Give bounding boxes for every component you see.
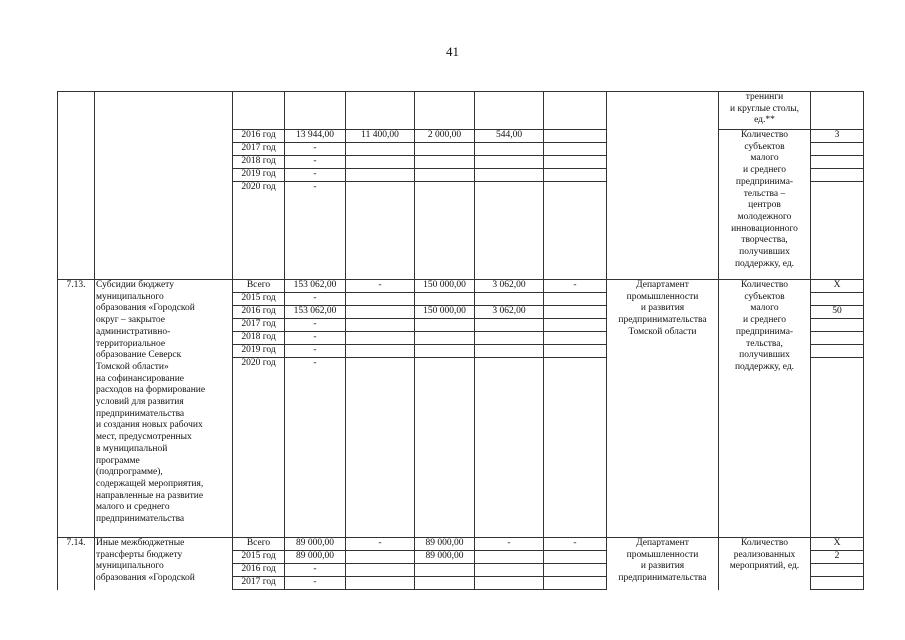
amount-cell xyxy=(544,169,607,182)
amount-cell xyxy=(475,332,544,345)
year-cell: 2017 год xyxy=(233,577,285,590)
item-name: Иные межбюджетные трансферты бюджету муниципального образования «Городской xyxy=(95,538,233,590)
total-cell: 153 062,00 xyxy=(285,306,346,319)
indicator-cell: Количество субъектов малого и среднего предпринима- тельства – центров молодежного инновационного творчества, получивших поддержку, ед. xyxy=(719,130,811,280)
amount-cell: 150 000,00 xyxy=(415,306,475,319)
total-cell: - xyxy=(285,182,346,280)
amount-cell xyxy=(544,358,607,538)
amount-cell: - xyxy=(346,538,415,551)
total-cell: - xyxy=(285,319,346,332)
year-cell: Всего xyxy=(233,280,285,293)
amount-cell xyxy=(415,564,475,577)
year-cell: 2017 год xyxy=(233,143,285,156)
item-number: 7.13. xyxy=(58,280,95,538)
amount-cell xyxy=(346,182,415,280)
year-cell: Всего xyxy=(233,538,285,551)
indicator-cell: Количество субъектов малого и среднего предпринима- тельства, получивших поддержку, ед. xyxy=(719,280,811,538)
value-cell xyxy=(811,564,864,577)
amount-cell xyxy=(544,332,607,345)
indicator-cell: тренинги и круглые столы, ед.** xyxy=(719,92,811,130)
amount-cell xyxy=(475,319,544,332)
amount-cell xyxy=(415,358,475,538)
value-cell xyxy=(811,345,864,358)
amount-cell: 89 000,00 xyxy=(415,538,475,551)
amount-cell xyxy=(544,156,607,169)
amount-cell xyxy=(233,92,285,130)
amount-cell xyxy=(475,293,544,306)
table-row xyxy=(58,538,864,551)
amount-cell xyxy=(544,319,607,332)
value-cell xyxy=(811,169,864,182)
amount-cell xyxy=(346,319,415,332)
year-cell: 2016 год xyxy=(233,564,285,577)
page-number: 41 xyxy=(446,44,459,59)
value-cell: X xyxy=(811,280,864,293)
amount-cell xyxy=(415,577,475,590)
amount-cell xyxy=(346,92,415,130)
total-cell: - xyxy=(285,358,346,538)
year-cell: 2016 год xyxy=(233,130,285,143)
amount-cell xyxy=(475,577,544,590)
total-cell: - xyxy=(285,332,346,345)
value-cell xyxy=(811,319,864,332)
value-cell xyxy=(811,358,864,538)
value-cell xyxy=(811,156,864,169)
value-cell: X xyxy=(811,538,864,551)
amount-cell: 2 000,00 xyxy=(415,130,475,143)
year-cell: 2020 год xyxy=(233,358,285,538)
amount-cell xyxy=(544,306,607,319)
value-cell xyxy=(811,293,864,306)
total-cell: - xyxy=(285,577,346,590)
amount-cell xyxy=(415,182,475,280)
amount-cell xyxy=(415,319,475,332)
table-body xyxy=(58,92,864,590)
indicator-cell: Количество реализованных мероприятий, ед. xyxy=(719,538,811,590)
amount-cell: - xyxy=(544,538,607,551)
amount-cell xyxy=(475,564,544,577)
amount-cell xyxy=(544,551,607,564)
total-cell: - xyxy=(285,293,346,306)
year-cell: 2020 год xyxy=(233,182,285,280)
year-cell: 2015 год xyxy=(233,551,285,564)
amount-cell: - xyxy=(475,538,544,551)
executor-cell xyxy=(607,92,719,130)
amount-cell xyxy=(346,551,415,564)
total-cell: - xyxy=(285,143,346,156)
amount-cell xyxy=(475,169,544,182)
amount-cell xyxy=(415,293,475,306)
amount-cell xyxy=(346,293,415,306)
amount-cell xyxy=(346,345,415,358)
year-cell: 2017 год xyxy=(233,319,285,332)
year-cell: 2019 год xyxy=(233,345,285,358)
amount-cell xyxy=(544,345,607,358)
amount-cell: 89 000,00 xyxy=(415,551,475,564)
total-cell: - xyxy=(285,169,346,182)
year-cell: 2015 год xyxy=(233,293,285,306)
amount-cell xyxy=(544,293,607,306)
value-cell xyxy=(811,577,864,590)
item-number xyxy=(58,130,95,280)
table-row xyxy=(58,130,864,143)
amount-cell xyxy=(475,182,544,280)
amount-cell: - xyxy=(544,280,607,293)
budget-table xyxy=(57,91,864,590)
item-number: 7.14. xyxy=(58,538,95,590)
amount-cell xyxy=(346,306,415,319)
total-cell: 153 062,00 xyxy=(285,280,346,293)
amount-cell xyxy=(285,92,346,130)
year-cell: 2018 год xyxy=(233,156,285,169)
item-name: Субсидии бюджету муниципального образования «Городской округ – закрытое административно- территориальное образование Северск Томской области» на софинансирование расходов на формирование условий для развития предпринимательства и создания новых рабочих мест, предусмотренных в муниципальной программе (подпрограмме), содержащей мероприятия, направленные на развитие малого и среднего предпринимательства xyxy=(95,280,233,538)
value-cell: 50 xyxy=(811,306,864,319)
amount-cell xyxy=(415,169,475,182)
item-number xyxy=(58,92,95,130)
amount-cell xyxy=(415,345,475,358)
value-cell xyxy=(811,332,864,345)
amount-cell xyxy=(544,577,607,590)
executor-cell xyxy=(607,130,719,280)
executor-cell: Департамент промышленности и развития предпринимательства Томской области xyxy=(607,280,719,538)
year-cell: 2018 год xyxy=(233,332,285,345)
item-name xyxy=(95,92,233,130)
amount-cell xyxy=(346,169,415,182)
executor-cell: Департамент промышленности и развития предпринимательства xyxy=(607,538,719,590)
amount-cell xyxy=(475,358,544,538)
value-cell xyxy=(811,143,864,156)
amount-cell xyxy=(346,564,415,577)
total-cell: 89 000,00 xyxy=(285,551,346,564)
amount-cell xyxy=(544,143,607,156)
amount-cell xyxy=(346,358,415,538)
year-cell: 2019 год xyxy=(233,169,285,182)
total-cell: 13 944,00 xyxy=(285,130,346,143)
value-cell xyxy=(811,92,864,130)
amount-cell xyxy=(475,92,544,130)
amount-cell xyxy=(475,551,544,564)
value-cell xyxy=(811,182,864,280)
total-cell: - xyxy=(285,345,346,358)
amount-cell: 11 400,00 xyxy=(346,130,415,143)
amount-cell xyxy=(415,156,475,169)
amount-cell xyxy=(544,564,607,577)
year-cell: 2016 год xyxy=(233,306,285,319)
amount-cell xyxy=(346,143,415,156)
amount-cell xyxy=(415,143,475,156)
table-row xyxy=(58,280,864,293)
value-cell: 3 xyxy=(811,130,864,143)
amount-cell: 150 000,00 xyxy=(415,280,475,293)
amount-cell: 3 062,00 xyxy=(475,306,544,319)
amount-cell: 3 062,00 xyxy=(475,280,544,293)
amount-cell: - xyxy=(346,280,415,293)
total-cell: - xyxy=(285,156,346,169)
amount-cell xyxy=(475,143,544,156)
amount-cell: 544,00 xyxy=(475,130,544,143)
amount-cell xyxy=(346,156,415,169)
total-cell: - xyxy=(285,564,346,577)
value-cell: 2 xyxy=(811,551,864,564)
amount-cell xyxy=(415,332,475,345)
amount-cell xyxy=(544,182,607,280)
amount-cell xyxy=(475,345,544,358)
amount-cell xyxy=(346,332,415,345)
amount-cell xyxy=(544,92,607,130)
table-row xyxy=(58,92,864,130)
amount-cell xyxy=(415,92,475,130)
amount-cell xyxy=(544,130,607,143)
amount-cell xyxy=(475,156,544,169)
amount-cell xyxy=(346,577,415,590)
item-name xyxy=(95,130,233,280)
total-cell: 89 000,00 xyxy=(285,538,346,551)
